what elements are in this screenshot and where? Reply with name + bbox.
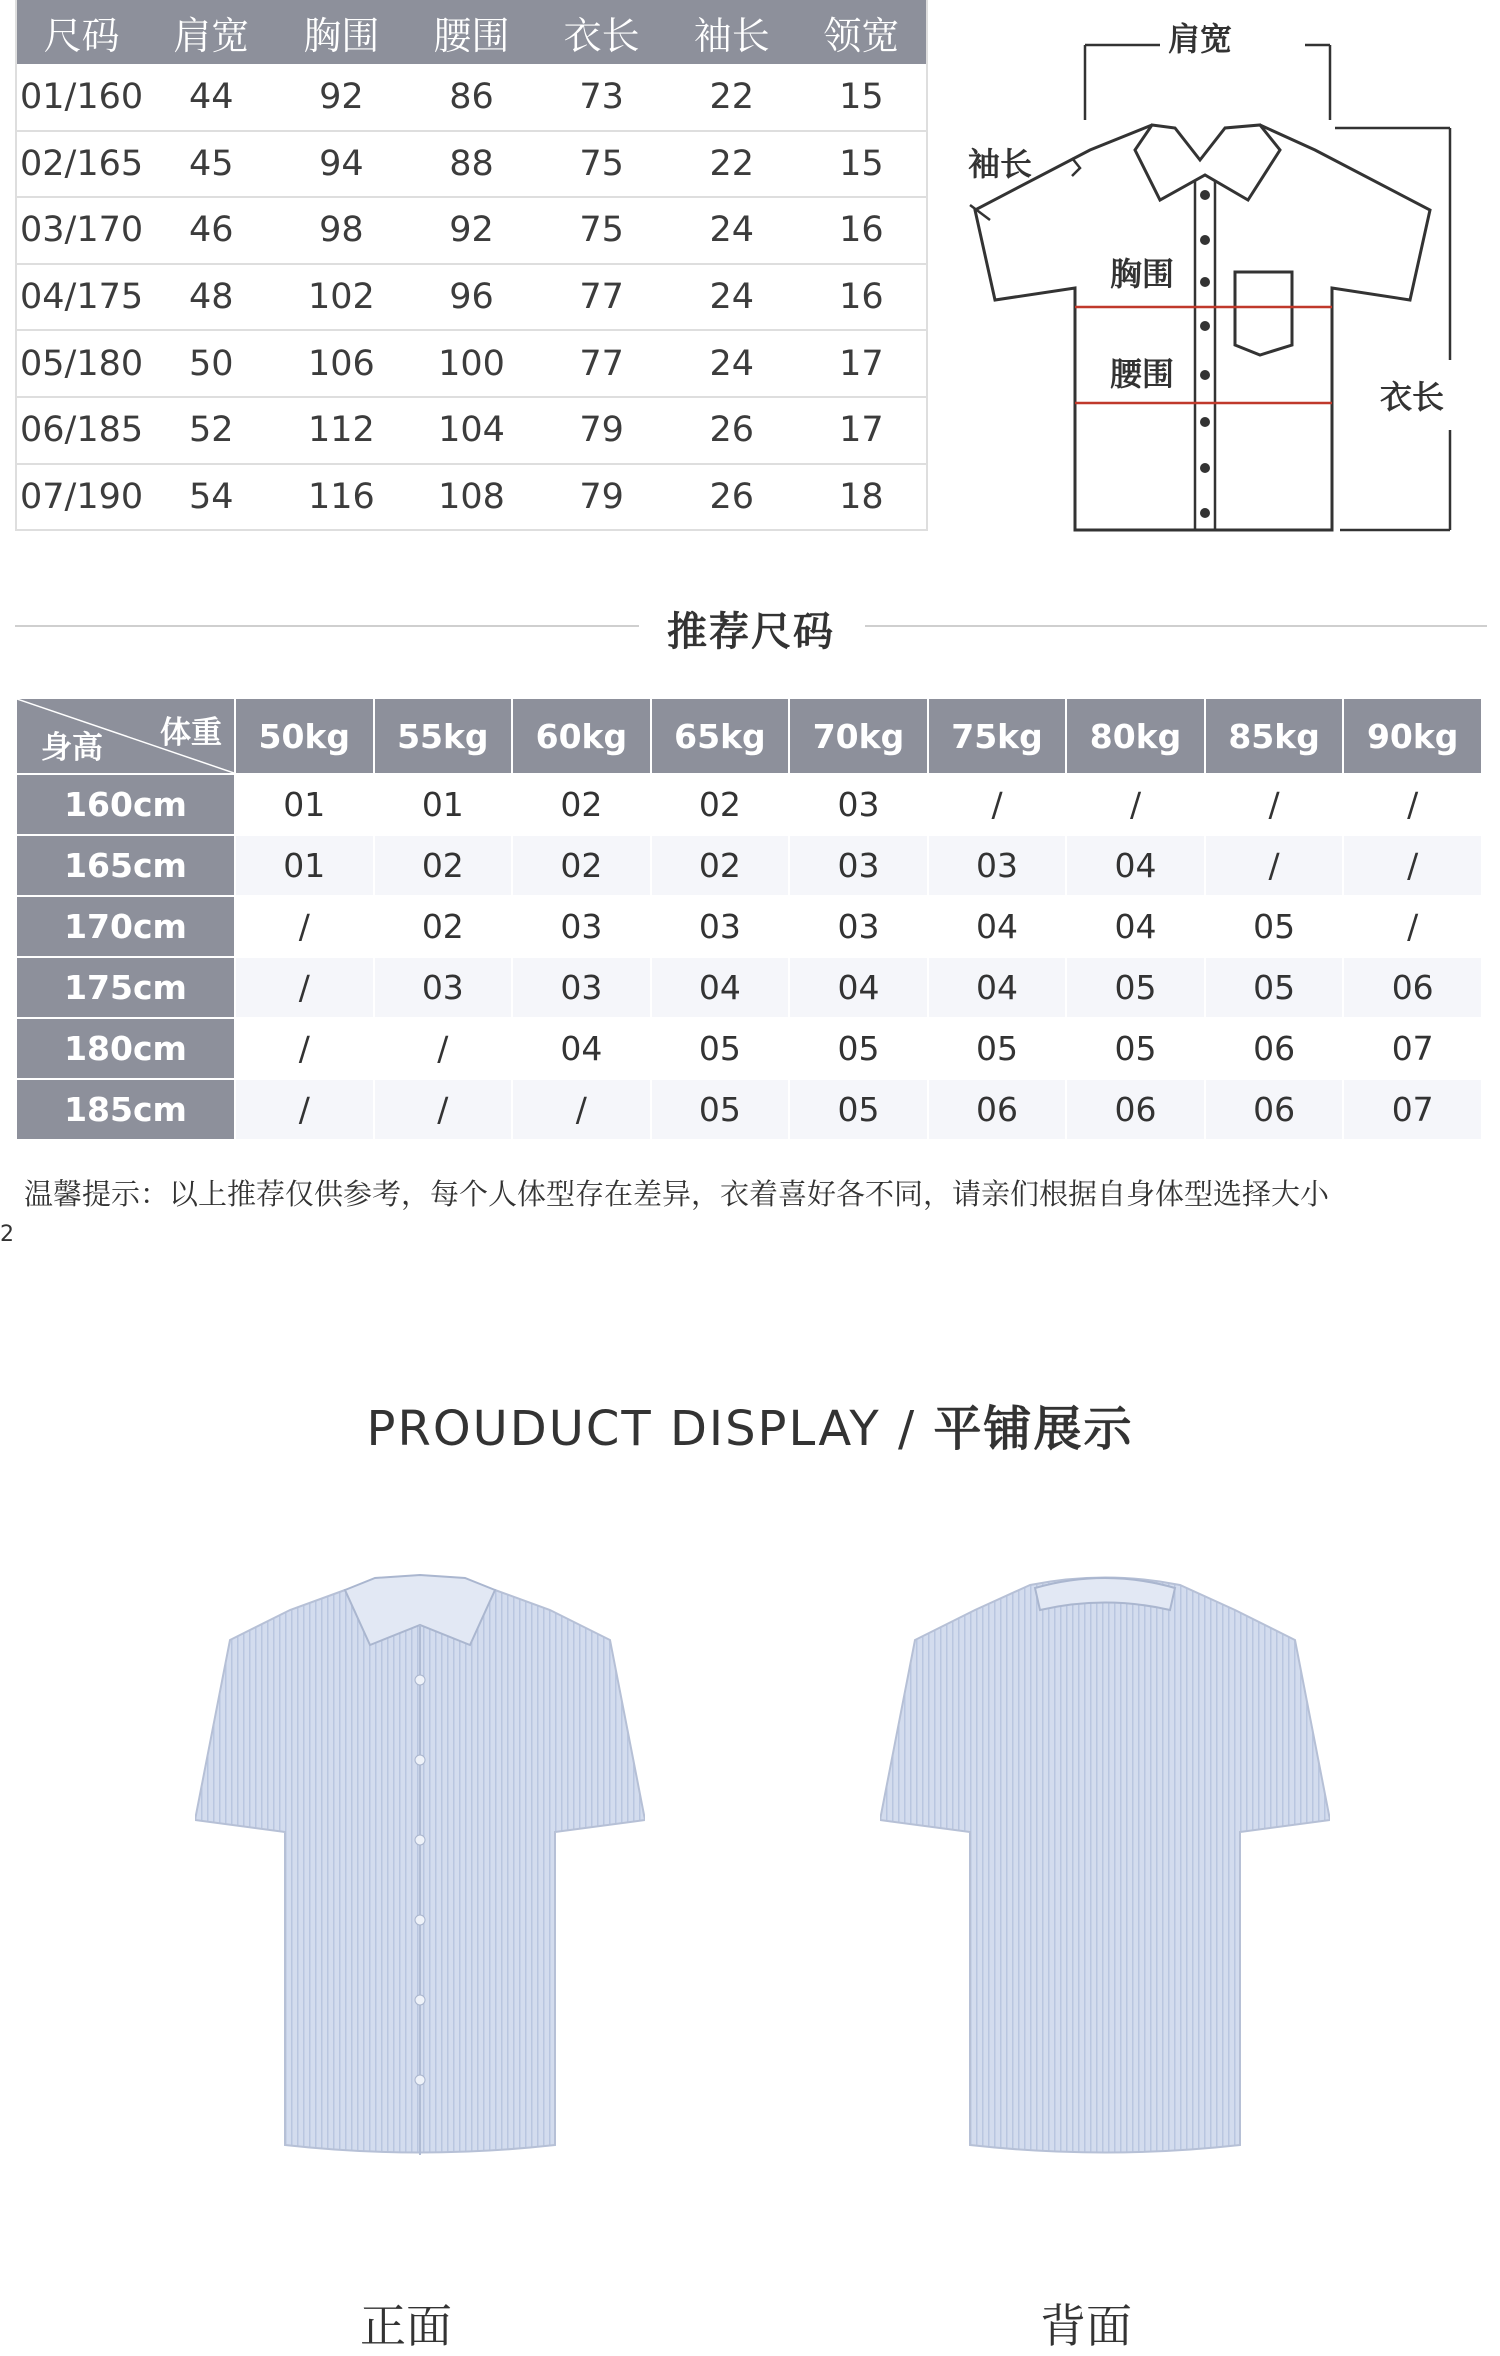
recommend-cell: / [513, 1080, 650, 1139]
recommend-title: 推荐尺码 [667, 609, 835, 655]
recommend-cell: / [375, 1019, 512, 1078]
recommend-cell: 02 [652, 836, 789, 895]
weight-header: 50kg [236, 699, 373, 773]
recommend-cell: 03 [513, 958, 650, 1017]
size-cell: 18 [797, 464, 927, 531]
size-cell: 22 [667, 131, 797, 198]
recommend-cell: 04 [1067, 836, 1204, 895]
recommend-cell: 03 [790, 775, 927, 834]
recommend-cell: 02 [513, 836, 650, 895]
recommend-cell: / [1067, 775, 1204, 834]
size-cell: 05/180 [16, 330, 146, 397]
shirt-button [1200, 321, 1210, 331]
height-header: 185cm [17, 1080, 234, 1139]
waist-label: 腰围 [1110, 355, 1175, 393]
size-cell: 54 [146, 464, 276, 531]
size-chart-header-row [16, 0, 927, 64]
size-cell: 24 [667, 197, 797, 264]
size-cell: 88 [406, 131, 536, 198]
size-cell: 75 [537, 197, 667, 264]
recommend-header-row [17, 699, 1481, 773]
recommend-cell: 03 [652, 897, 789, 956]
recommend-section-header [15, 598, 1487, 654]
size-cell: 26 [667, 397, 797, 464]
shoulder-label: 肩宽 [1168, 20, 1233, 58]
size-cell: 02/165 [16, 131, 146, 198]
recommend-cell: 03 [375, 958, 512, 1017]
recommend-cell: 05 [652, 1080, 789, 1139]
size-cell: 04/175 [16, 264, 146, 331]
shirt-button [415, 1675, 425, 1685]
shirt-front-image [195, 1570, 645, 2170]
height-axis-label: 身高 [41, 730, 103, 766]
size-cell: 108 [406, 464, 536, 531]
recommend-cell: 01 [236, 775, 373, 834]
recommend-cell: / [1206, 775, 1343, 834]
size-cell: 52 [146, 397, 276, 464]
recommend-cell: / [236, 1019, 373, 1078]
recommend-cell: / [1344, 775, 1481, 834]
recommend-cell: 03 [790, 897, 927, 956]
divider-line [865, 625, 1487, 627]
shirt-back-image [880, 1570, 1330, 2170]
size-cell: 22 [667, 64, 797, 131]
size-cell: 50 [146, 330, 276, 397]
recommend-cell: / [929, 775, 1066, 834]
product-display-title [0, 1390, 1500, 1459]
size-cell: 96 [406, 264, 536, 331]
recommend-row [17, 775, 1481, 834]
size-cell: 100 [406, 330, 536, 397]
size-chart-row [16, 197, 927, 264]
weight-header: 65kg [652, 699, 789, 773]
recommend-row [17, 836, 1481, 895]
size-cell: 06/185 [16, 397, 146, 464]
shirt-back-body [880, 1578, 1330, 2153]
shirt-button [1200, 508, 1210, 518]
recommend-cell: 05 [1067, 958, 1204, 1017]
shirt-button [415, 1995, 425, 2005]
size-cell: 79 [537, 397, 667, 464]
recommend-cell: 06 [1344, 958, 1481, 1017]
size-cell: 75 [537, 131, 667, 198]
shirt-measurement-diagram [960, 10, 1490, 540]
length-label: 衣长 [1380, 378, 1445, 416]
size-cell: 104 [406, 397, 536, 464]
recommend-size-table [15, 697, 1483, 1141]
recommend-cell: 02 [652, 775, 789, 834]
size-cell: 77 [537, 330, 667, 397]
recommend-cell: 05 [790, 1019, 927, 1078]
recommend-cell: 04 [652, 958, 789, 1017]
height-header: 180cm [17, 1019, 234, 1078]
corner-cell [17, 699, 234, 773]
recommend-cell: / [236, 958, 373, 1017]
recommend-cell: / [236, 897, 373, 956]
page-marker: 2 [0, 1222, 14, 1247]
size-cell: 01/160 [16, 64, 146, 131]
recommend-row [17, 958, 1481, 1017]
size-tip-text: 温馨提示：以上推荐仅供参考，每个人体型存在差异，衣着喜好各不同，请亲们根据自身体型选择大小 [24, 1177, 1330, 1211]
size-cell: 46 [146, 197, 276, 264]
chest-label: 胸围 [1110, 255, 1175, 293]
size-header-cell: 尺码 [16, 0, 146, 64]
recommend-cell: 06 [929, 1080, 1066, 1139]
recommend-cell: / [1206, 836, 1343, 895]
shirt-button [1200, 463, 1210, 473]
shirt-button [1200, 277, 1210, 287]
recommend-cell: 03 [929, 836, 1066, 895]
size-cell: 45 [146, 131, 276, 198]
shirt-button [415, 1915, 425, 1925]
display-title-cn: 平铺展示 [933, 1401, 1134, 1457]
size-header-cell: 袖长 [667, 0, 797, 64]
size-cell: 26 [667, 464, 797, 531]
recommend-cell: 02 [513, 775, 650, 834]
size-cell: 24 [667, 264, 797, 331]
size-chart-row [16, 64, 927, 131]
front-view-label: 正面 [360, 2299, 452, 2353]
size-cell: 15 [797, 131, 927, 198]
size-chart-table [15, 0, 928, 531]
height-header: 170cm [17, 897, 234, 956]
weight-header: 55kg [375, 699, 512, 773]
size-header-cell: 衣长 [537, 0, 667, 64]
size-chart-row [16, 131, 927, 198]
weight-header: 70kg [790, 699, 927, 773]
size-cell: 102 [276, 264, 406, 331]
weight-header: 75kg [929, 699, 1066, 773]
recommend-row [17, 897, 1481, 956]
size-cell: 15 [797, 64, 927, 131]
size-cell: 106 [276, 330, 406, 397]
weight-header: 90kg [1344, 699, 1481, 773]
size-cell: 92 [276, 64, 406, 131]
back-view-label: 背面 [1040, 2299, 1132, 2353]
size-cell: 16 [797, 264, 927, 331]
size-cell: 73 [537, 64, 667, 131]
size-chart-row [16, 264, 927, 331]
recommend-cell: 05 [652, 1019, 789, 1078]
size-chart-row [16, 397, 927, 464]
recommend-cell: / [236, 1080, 373, 1139]
size-header-cell: 胸围 [276, 0, 406, 64]
weight-axis-label: 体重 [160, 715, 222, 751]
size-chart-row [16, 464, 927, 531]
recommend-cell: 02 [375, 897, 512, 956]
shirt-button [415, 1755, 425, 1765]
recommend-cell: 02 [375, 836, 512, 895]
recommend-cell: 06 [1206, 1080, 1343, 1139]
size-header-cell: 腰围 [406, 0, 536, 64]
height-header: 165cm [17, 836, 234, 895]
recommend-row [17, 1080, 1481, 1139]
weight-header: 60kg [513, 699, 650, 773]
shirt-button [1200, 417, 1210, 427]
recommend-cell: 04 [790, 958, 927, 1017]
weight-header: 80kg [1067, 699, 1204, 773]
size-cell: 92 [406, 197, 536, 264]
recommend-cell: 01 [236, 836, 373, 895]
recommend-row [17, 1019, 1481, 1078]
shirt-button [1200, 190, 1210, 200]
shirt-button [1200, 370, 1210, 380]
size-cell: 17 [797, 397, 927, 464]
recommend-cell: 04 [929, 897, 1066, 956]
size-cell: 07/190 [16, 464, 146, 531]
recommend-cell: / [1344, 897, 1481, 956]
size-cell: 116 [276, 464, 406, 531]
shirt-button [1200, 235, 1210, 245]
size-cell: 94 [276, 131, 406, 198]
size-cell: 03/170 [16, 197, 146, 264]
size-header-cell: 肩宽 [146, 0, 276, 64]
recommend-cell: / [1344, 836, 1481, 895]
size-cell: 77 [537, 264, 667, 331]
shirt-collar [1135, 125, 1280, 200]
recommend-cell: 06 [1206, 1019, 1343, 1078]
size-cell: 86 [406, 64, 536, 131]
recommend-cell: 01 [375, 775, 512, 834]
recommend-cell: 05 [1067, 1019, 1204, 1078]
shirt-pocket [1235, 272, 1292, 355]
display-title-en: PROUDUCT DISPLAY / [366, 1401, 934, 1457]
recommend-cell: 05 [1206, 897, 1343, 956]
recommend-cell: 04 [929, 958, 1066, 1017]
recommend-cell: 07 [1344, 1019, 1481, 1078]
size-cell: 44 [146, 64, 276, 131]
size-chart-row [16, 330, 927, 397]
shirt-button [415, 1835, 425, 1845]
recommend-cell: 03 [513, 897, 650, 956]
recommend-cell: 05 [790, 1080, 927, 1139]
recommend-cell: 05 [929, 1019, 1066, 1078]
size-cell: 17 [797, 330, 927, 397]
recommend-cell: 03 [790, 836, 927, 895]
size-header-cell: 领宽 [797, 0, 927, 64]
size-cell: 24 [667, 330, 797, 397]
recommend-cell: 06 [1067, 1080, 1204, 1139]
recommend-cell: 07 [1344, 1080, 1481, 1139]
size-cell: 112 [276, 397, 406, 464]
sleeve-label: 袖长 [968, 145, 1033, 183]
recommend-cell: 04 [513, 1019, 650, 1078]
height-header: 160cm [17, 775, 234, 834]
size-cell: 16 [797, 197, 927, 264]
weight-header: 85kg [1206, 699, 1343, 773]
recommend-cell: 04 [1067, 897, 1204, 956]
height-header: 175cm [17, 958, 234, 1017]
recommend-cell: 05 [1206, 958, 1343, 1017]
size-cell: 48 [146, 264, 276, 331]
size-cell: 79 [537, 464, 667, 531]
recommend-cell: / [375, 1080, 512, 1139]
size-cell: 98 [276, 197, 406, 264]
sleeve-bracket [1072, 158, 1080, 176]
shirt-button [415, 2075, 425, 2085]
